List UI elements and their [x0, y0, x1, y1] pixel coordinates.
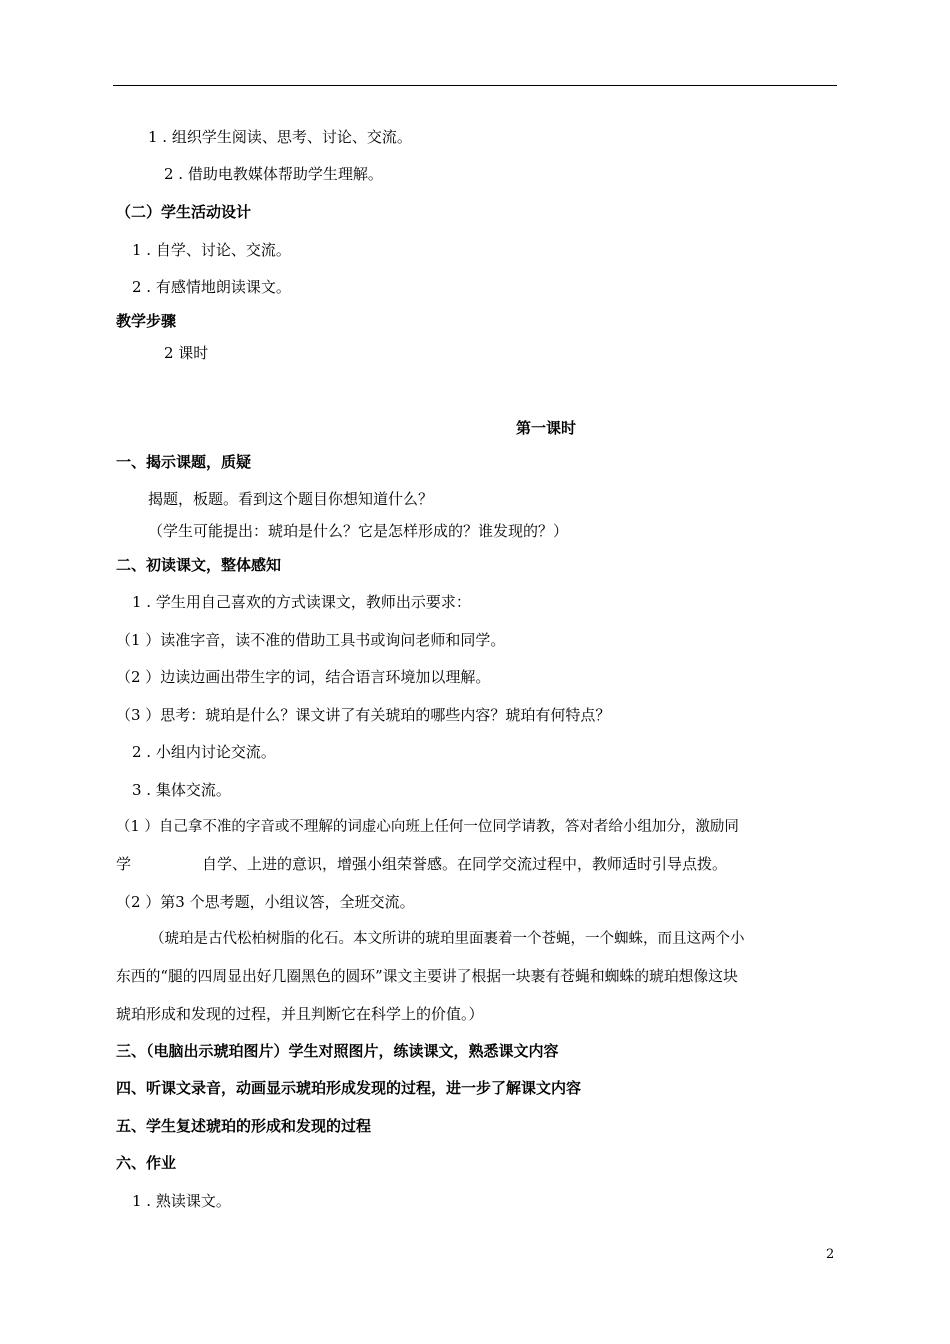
- text-line: 1 . 学生用自己喜欢的方式读课文，教师出示要求：: [132, 593, 471, 611]
- text-line: 1 . 自学、讨论、交流。: [132, 241, 291, 259]
- text-line: 学: [116, 855, 132, 873]
- text-line: 3 . 集体交流。: [132, 781, 231, 799]
- header-rule: [113, 85, 837, 86]
- section-heading: 六、作业: [116, 1154, 177, 1172]
- text-line: 2 . 有感情地朗读课文。: [132, 278, 291, 296]
- text-line: 东西的“腿的四周显出好几圈黑色的圆环”课文主要讲了根据一块裹有苍蝇和蜘蛛的琥珀想像这块: [116, 968, 738, 985]
- text-line: 自学、上进的意识，增强小组荣誉感。在同学交流过程中，教师适时引导点拨。: [202, 855, 728, 873]
- text-line: （1 ）自己拿不准的字音或不理解的词虚心向班上任何一位同学请教，答对者给小组加分，激励同: [116, 819, 739, 835]
- text-line: 揭题，板题。看到这个题目你想知道什么？: [148, 490, 434, 508]
- text-line: 2 . 借助电教媒体帮助学生理解。: [164, 165, 383, 183]
- lesson-title: 第一课时: [516, 419, 577, 437]
- text-line: （3 ）思考：琥珀是什么？课文讲了有关琥珀的哪些内容？琥珀有何特点？: [116, 706, 611, 724]
- section-heading: 一、揭示课题，质疑: [116, 453, 252, 471]
- text-line: （琥珀是古代松柏树脂的化石。本文所讲的琥珀里面裹着一个苍蝇，一个蜘蛛，而且这两个小: [150, 931, 745, 947]
- section-heading: 教学步骤: [116, 312, 177, 330]
- text-line: （2 ）边读边画出带生字的词，结合语言环境加以理解。: [116, 668, 491, 686]
- text-line: （学生可能提出：琥珀是什么？它是怎样形成的？谁发现的？）: [148, 522, 569, 540]
- text-line: 1 . 组织学生阅读、思考、讨论、交流。: [148, 128, 412, 146]
- section-heading: 三、（电脑出示琥珀图片）学生对照图片，练读课文，熟悉课文内容: [116, 1042, 559, 1060]
- section-heading: 二、初读课文，整体感知: [116, 556, 282, 574]
- section-heading: 五、学生复述琥珀的形成和发现的过程: [116, 1117, 372, 1135]
- section-heading: 四、听课文录音，动画显示琥珀形成发现的过程，进一步了解课文内容: [116, 1079, 582, 1097]
- text-line: 2 . 小组内讨论交流。: [132, 743, 276, 761]
- text-line: （1 ）读准字音，读不准的借助工具书或询问老师和同学。: [116, 631, 506, 649]
- text-line: 2 课时: [164, 344, 209, 362]
- text-line: （2 ）第3 个思考题，小组议答，全班交流。: [116, 893, 415, 911]
- text-line: 1 . 熟读课文。: [132, 1192, 231, 1210]
- page-number: 2: [826, 1247, 835, 1262]
- text-line: 琥珀形成和发现的过程，并且判断它在科学上的价值。）: [116, 1005, 484, 1023]
- section-heading: （二）学生活动设计: [116, 203, 252, 221]
